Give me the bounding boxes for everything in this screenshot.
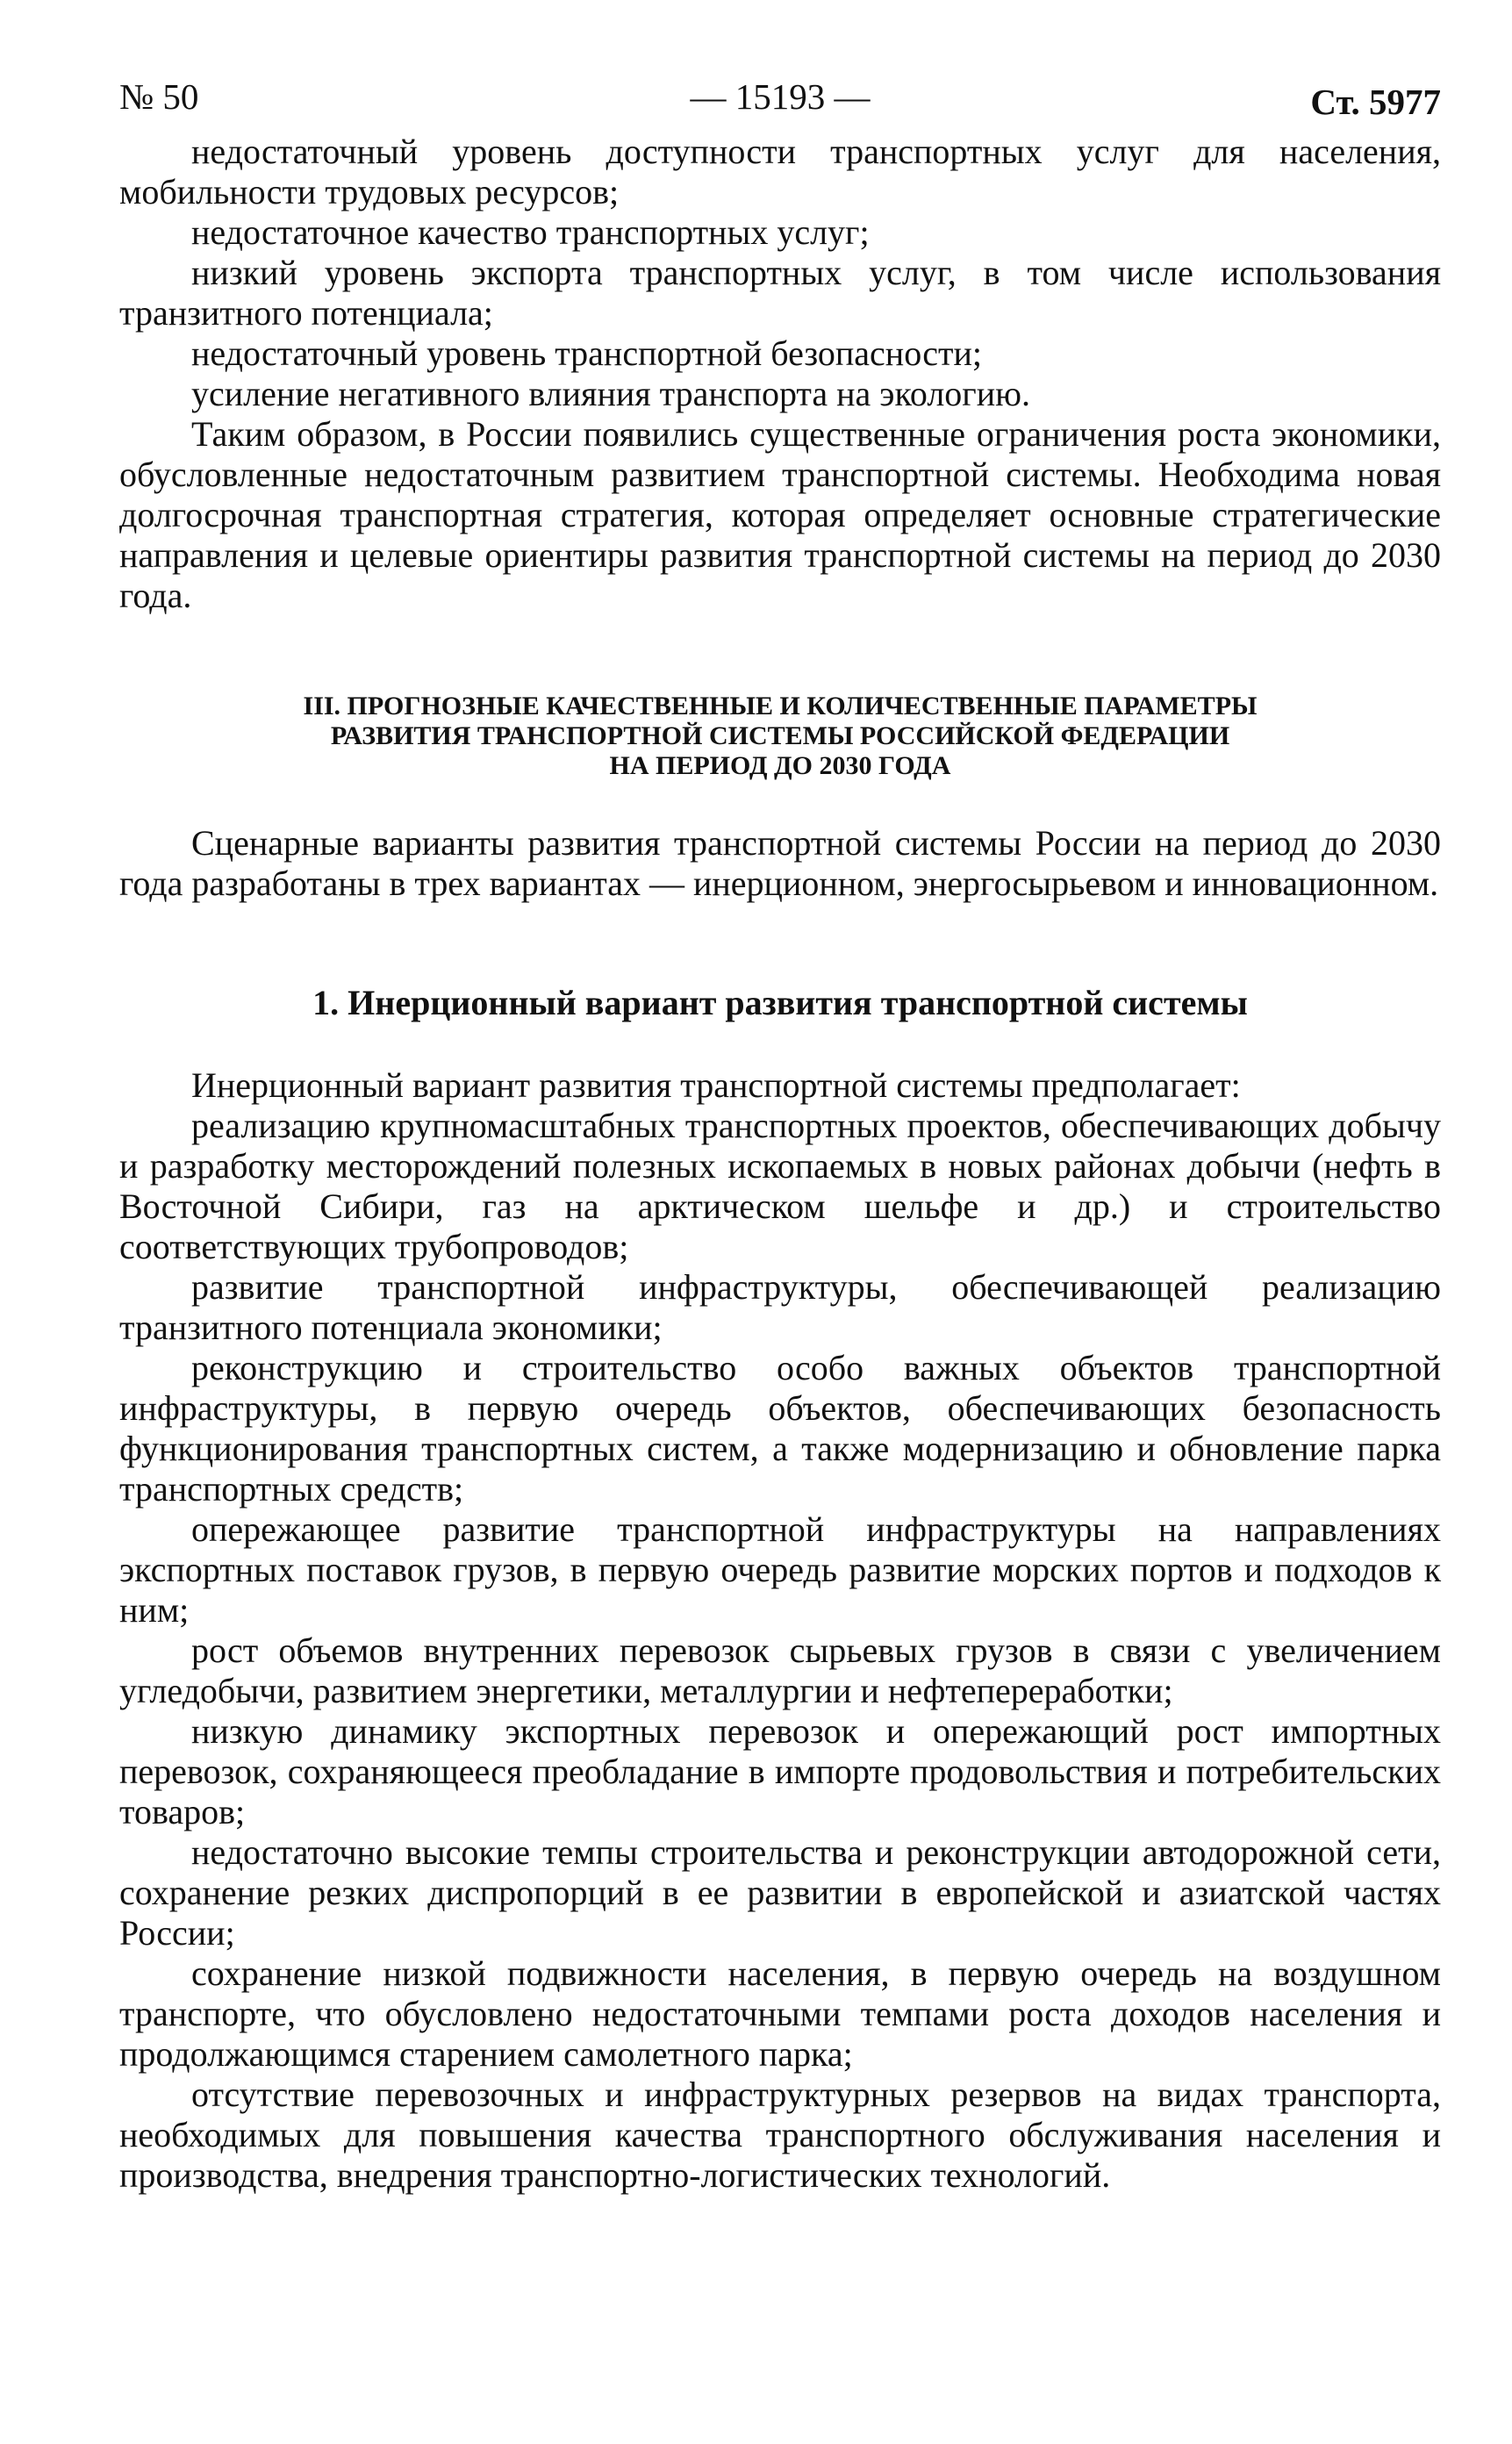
paragraph: развитие транспортной инфраструктуры, обеспечивающей реализацию транзитного потенциала экономики;: [119, 1267, 1441, 1347]
subsection-title: 1. Инерционный вариант развития транспортной системы: [312, 983, 1248, 1022]
paragraph: сохранение низкой подвижности населения, в первую очередь на воздушном транспорте, что обусловлено недостаточными темпами роста доходов населения и продолжающимся старением самолетного парка;: [119, 1953, 1441, 2074]
page-header: [119, 61, 1441, 132]
issue-number: № 50: [119, 76, 199, 117]
intro-block: [119, 132, 1441, 616]
paragraph: недостаточный уровень доступности транспортных услуг для населения, мобильности трудовых ресурсов;: [119, 132, 1441, 211]
section-title-line: НА ПЕРИОД ДО 2030 ГОДА: [609, 751, 951, 780]
paragraph: недостаточное качество транспортных услуг;: [191, 212, 870, 252]
paragraph: рост объемов внутренних перевозок сырьевых грузов в связи с увеличением угледобычи, развитием энергетики, металлургии и нефтепереработки;: [119, 1631, 1441, 1710]
section-paragraph: Сценарные варианты развития транспортной системы России на период до 2030 года разработаны в трех вариантах — инерционном, энергосырьевом и инновационном.: [119, 823, 1441, 903]
section-title-line: III. ПРОГНОЗНЫЕ КАЧЕСТВЕННЫЕ И КОЛИЧЕСТВЕННЫЕ ПАРАМЕТРЫ: [303, 692, 1258, 720]
paragraph: усиление негативного влияния транспорта на экологию.: [191, 374, 1030, 413]
section-title: [119, 692, 1441, 781]
paragraph: реконструкцию и строительство особо важных объектов транспортной инфраструктуры, в первую очередь объектов, обеспечивающих безопасность функционирования транспортных систем, а также модернизацию и обновление парка транспортных средств;: [119, 1348, 1441, 1509]
page-number: — 15193 —: [690, 76, 871, 117]
document-page: [119, 61, 1441, 2196]
paragraph: Таким образом, в России появились существенные ограничения роста экономики, обусловленные недостаточным развитием транспортной системы. Необходима новая долгосрочная транспортная стратегия, которая определяет основные стратегические направления и целевые ориентиры развития транспортной системы на период до 2030 года.: [119, 414, 1441, 615]
paragraph: Инерционный вариант развития транспортной системы предполагает:: [191, 1065, 1241, 1105]
paragraph: отсутствие перевозочных и инфраструктурных резервов на видах транспорта, необходимых для повышения качества транспортного обслуживания населения и производства, внедрения транспортно-логистических технологий.: [119, 2075, 1441, 2195]
subsection-body: [119, 1065, 1441, 2196]
paragraph: недостаточно высокие темпы строительства и реконструкции автодорожной сети, сохранение резких диспропорций в ее развитии в европейской и азиатской частях России;: [119, 1832, 1441, 1953]
section-title-line: РАЗВИТИЯ ТРАНСПОРТНОЙ СИСТЕМЫ РОССИЙСКОЙ ФЕДЕРАЦИИ: [330, 721, 1230, 750]
article-number: Ст. 5977: [1310, 82, 1441, 122]
paragraph: низкую динамику экспортных перевозок и опережающий рост импортных перевозок, сохраняющееся преобладание в импорте продовольствия и потребительских товаров;: [119, 1711, 1441, 1831]
paragraph: опережающее развитие транспортной инфраструктуры на направлениях экспортных поставок грузов, в первую очередь развитие морских портов и подходов к ним;: [119, 1509, 1441, 1630]
paragraph: недостаточный уровень транспортной безопасности;: [191, 333, 982, 373]
paragraph: низкий уровень экспорта транспортных услуг, в том числе использования транзитного потенциала;: [119, 253, 1441, 333]
paragraph: реализацию крупномасштабных транспортных проектов, обеспечивающих добычу и разработку месторождений полезных ископаемых в новых районах добычи (нефть в Восточной Сибири, газ на арктическом шельфе и др.) и строительство соответствующих трубопроводов;: [119, 1106, 1441, 1266]
